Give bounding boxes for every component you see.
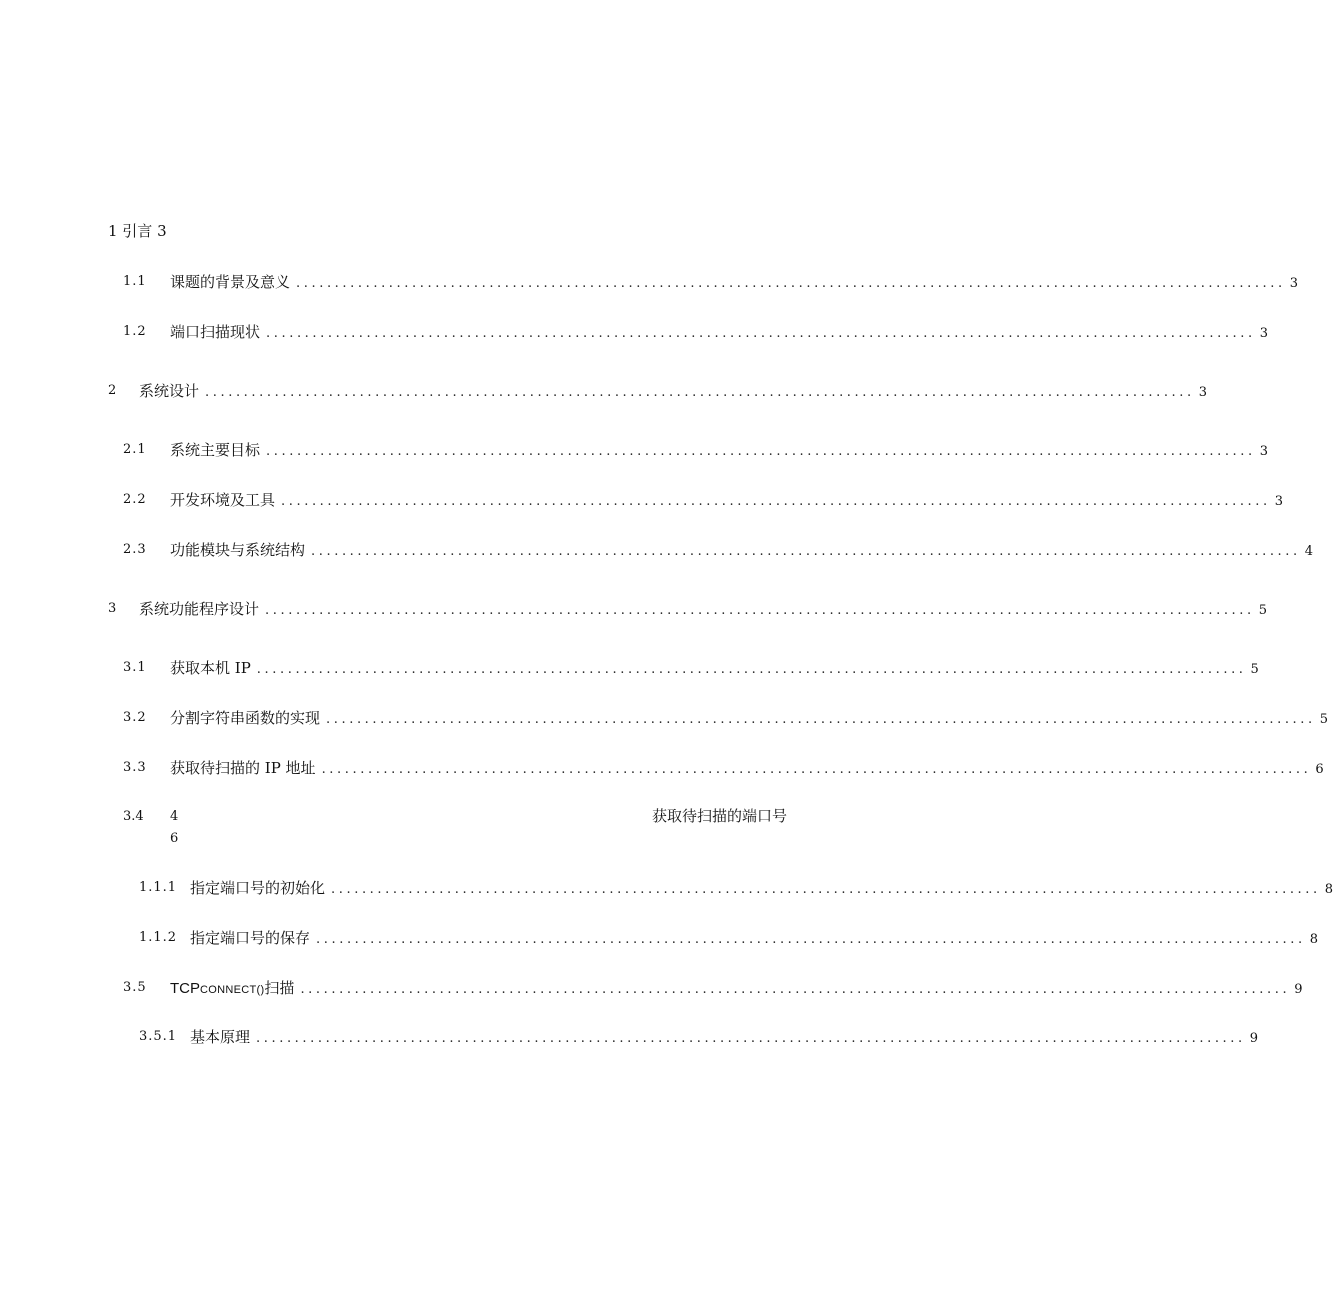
toc-entry-number: 3.4 <box>123 809 144 824</box>
toc-entry-title: 系统功能程序设计 <box>139 600 260 618</box>
toc-page-number: 5 <box>1258 603 1268 618</box>
toc-entry-title: 指定端口号的初始化 <box>190 879 326 897</box>
toc-entry-number: 3 <box>108 601 118 616</box>
toc-entry-title: 开发环境及工具 <box>170 491 276 509</box>
toc-page-number: 9 <box>1249 1031 1259 1046</box>
toc-entry-title: 功能模块与系统结构 <box>170 541 306 559</box>
toc-entry-title: 基本原理 <box>190 1028 251 1046</box>
toc-entry-3-3[interactable] <box>0 756 1324 780</box>
toc-leader-dots: ................................................................................................................................ <box>331 882 1321 897</box>
toc-entry-title: 指定端口号的保存 <box>190 929 311 947</box>
toc-entry-1-1-1[interactable] <box>0 876 1333 900</box>
toc-entry-number: 2.3 <box>123 542 147 557</box>
toc-entry-3-1[interactable] <box>0 656 1259 680</box>
toc-leader-dots: ................................................................................................................................ <box>256 1031 1246 1046</box>
toc-page-number: 3 <box>1274 494 1284 509</box>
toc-leader-dots: ................................................................................................................................ <box>266 326 1256 341</box>
toc-title-scan: 扫描 <box>264 979 295 997</box>
toc-entry-title: 系统设计 <box>139 382 200 400</box>
toc-entry-1-1-2[interactable] <box>0 926 1319 950</box>
toc-entry-number: 2 <box>108 383 118 398</box>
toc-page-number: 6 <box>170 831 179 846</box>
toc-page-number: 9 <box>1294 982 1303 997</box>
toc-entry-number: 3.5.1 <box>139 1029 178 1044</box>
toc-entry-2-1[interactable] <box>0 438 1269 462</box>
toc-chapter-1[interactable] <box>108 219 167 243</box>
toc-page-number: 8 <box>1309 932 1319 947</box>
toc-leader-dots: ................................................................................................................................ <box>300 982 1291 997</box>
toc-leader-dots: ................................................................................................................................ <box>311 544 1301 559</box>
toc-page-number: 3 <box>1289 276 1299 291</box>
toc-entry-3-2[interactable] <box>0 706 1329 730</box>
toc-entry-number: 2.2 <box>123 492 147 507</box>
toc-entry-2-3[interactable] <box>0 538 1314 562</box>
toc-entry-number: 3.1 <box>123 660 147 675</box>
toc-entry-1-1[interactable] <box>0 270 1299 294</box>
toc-page-number: 3 <box>1198 385 1208 400</box>
toc-leader-dots: ................................................................................................................................ <box>316 932 1306 947</box>
toc-title-tcp: TCP <box>170 980 200 997</box>
toc-page-number: 8 <box>1324 882 1333 897</box>
toc-entry-title: 获取待扫描的端口号 <box>652 807 788 825</box>
toc-entry-title: 系统主要目标 <box>170 441 261 459</box>
toc-page-number: 5 <box>1250 662 1259 677</box>
toc-entry-1-2[interactable] <box>0 320 1269 344</box>
toc-entry-number: 2.1 <box>123 442 147 457</box>
toc-entry-title: 分割字符串函数的实现 <box>170 709 321 727</box>
toc-page-number: 6 <box>1315 762 1324 777</box>
toc-page-number: 3 <box>1259 444 1269 459</box>
toc-title-connect: CONNECT() <box>200 984 265 996</box>
toc-entry-number: 1.1.1 <box>139 880 178 895</box>
toc-entry-number: 1.1.2 <box>139 930 178 945</box>
toc-entry-number: 3.5 <box>123 980 147 995</box>
toc-page-number: 5 <box>1319 712 1329 727</box>
toc-page-number: 4 <box>1304 544 1314 559</box>
toc-leader-dots: ................................................................................................................................ <box>256 662 1247 677</box>
toc-leader-dots: ................................................................................................................................ <box>326 712 1316 727</box>
toc-page-number: 3 <box>1259 326 1269 341</box>
toc-entry-title: 获取待扫描的 IP 地址 <box>170 759 316 777</box>
toc-entry-number: 3.2 <box>123 710 147 725</box>
toc-entry-title: 获取本机 IP <box>170 659 251 677</box>
toc-entry-3-5[interactable] <box>0 976 1303 1000</box>
toc-entry-title: 端口扫描现状 <box>170 323 261 341</box>
toc-leader-dots: ................................................................................................................................ <box>281 494 1271 509</box>
toc-leader-dots: ................................................................................................................................ <box>265 603 1255 618</box>
toc-leader-dots: ................................................................................................................................ <box>296 276 1286 291</box>
toc-leader-dots: ................................................................................................................................ <box>321 762 1312 777</box>
toc-entry-number: 1.2 <box>123 324 147 339</box>
toc-entry-2-2[interactable] <box>0 488 1284 512</box>
toc-entry-number: 3.3 <box>123 760 147 775</box>
toc-entry-title <box>170 976 300 1002</box>
toc-leader-dots: ................................................................................................................................ <box>205 385 1195 400</box>
toc-entry-number-secondary: 4 <box>170 809 179 824</box>
toc-entry-title: 课题的背景及意义 <box>170 273 291 291</box>
toc-entry-number: 1.1 <box>123 274 147 289</box>
toc-chapter-3[interactable] <box>0 597 1268 621</box>
toc-entry-3-5-1[interactable] <box>0 1025 1259 1049</box>
toc-leader-dots: ................................................................................................................................ <box>266 444 1256 459</box>
toc-chapter-2[interactable] <box>0 379 1208 403</box>
toc-chapter-1-title: 1 引言 3 <box>108 222 167 240</box>
